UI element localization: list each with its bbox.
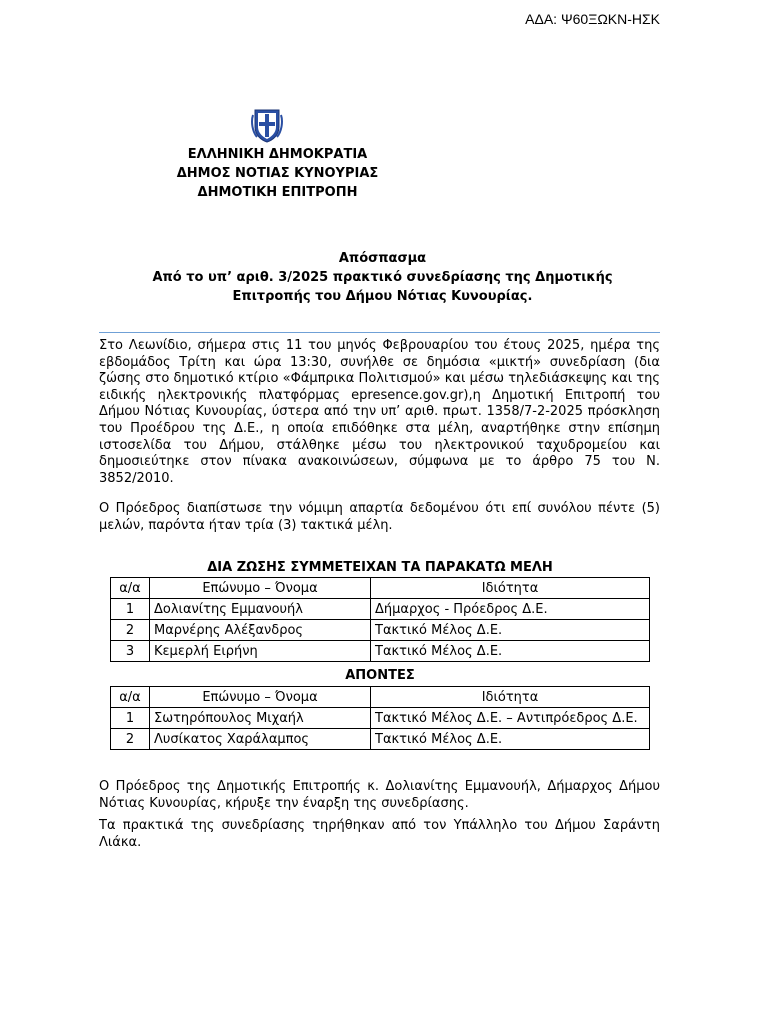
- title-line: Απόσπασμα: [338, 251, 427, 266]
- column-header: α/α: [111, 687, 150, 708]
- column-header: Ιδιότητα: [371, 578, 650, 599]
- member-name: Δολιανίτης Εμμανουήλ: [150, 599, 371, 620]
- row-number: 3: [111, 641, 150, 662]
- member-role: Τακτικό Μέλος Δ.Ε.: [371, 729, 650, 750]
- opening-paragraph: Ο Πρόεδρος της Δημοτικής Επιτροπής κ. Δολιανίτης Εμμανουήλ, Δήμαρχος Δήμου Νότιας Κυνουρίας, κήρυξε την έναρξη της συνεδρίασης.: [99, 779, 660, 811]
- header-line: ΔΗΜΟΤΙΚΗ ΕΠΙΤΡΟΠΗ: [197, 185, 358, 200]
- member-role: Τακτικό Μέλος Δ.Ε. – Αντιπρόεδρος Δ.Ε.: [371, 708, 650, 729]
- minutes-keeper-paragraph: Τα πρακτικά της συνεδρίασης τηρήθηκαν από τον Υπάλληλο του Δήμου Σαράντη Λιάκα.: [99, 818, 660, 850]
- member-name: Κεμερλή Ειρήνη: [150, 641, 371, 662]
- header-line: ΔΗΜΟΣ ΝΟΤΙΑΣ ΚΥΝΟΥΡΙΑΣ: [176, 166, 379, 181]
- table-header-row: [111, 578, 650, 599]
- issuer-header: [150, 145, 405, 202]
- header-line: ΕΛΛΗΝΙΚΗ ΔΗΜΟΚΡΑΤΙΑ: [187, 147, 368, 162]
- row-number: 2: [111, 729, 150, 750]
- member-role: Δήμαρχος - Πρόεδρος Δ.Ε.: [371, 599, 650, 620]
- column-header: Επώνυμο – Όνομα: [150, 687, 371, 708]
- member-name: Μαρνέρης Αλέξανδρος: [150, 620, 371, 641]
- table-row: [111, 641, 650, 662]
- present-members-table: [110, 577, 650, 662]
- member-role: Τακτικό Μέλος Δ.Ε.: [371, 620, 650, 641]
- quorum-paragraph: Ο Πρόεδρος διαπίστωσε την νόμιμη απαρτία δεδομένου ότι επί συνόλου πέντε (5) μελών, παρόντα ήταν τρία (3) τακτικά μέλη.: [99, 501, 660, 533]
- member-role: Τακτικό Μέλος Δ.Ε.: [371, 641, 650, 662]
- row-number: 2: [111, 620, 150, 641]
- column-header: α/α: [111, 578, 150, 599]
- greek-emblem-icon: [251, 107, 283, 143]
- table-row: [111, 620, 650, 641]
- column-header: Επώνυμο – Όνομα: [150, 578, 371, 599]
- table-row: [111, 599, 650, 620]
- divider-line: [99, 332, 660, 333]
- table-row: [111, 729, 650, 750]
- title-line: Επιτροπής του Δήμου Νότιας Κυνουρίας.: [232, 289, 533, 304]
- row-number: 1: [111, 708, 150, 729]
- row-number: 1: [111, 599, 150, 620]
- title-line: Από το υπ’ αριθ. 3/2025 πρακτικό συνεδρίασης της Δημοτικής: [152, 270, 613, 285]
- ada-code: ΑΔΑ: Ψ60ΞΩΚΝ-ΗΣΚ: [525, 11, 660, 27]
- intro-paragraph: Στο Λεωνίδιο, σήμερα στις 11 του μηνός Φεβρουαρίου του έτους 2025, ημέρα της εβδομάδος Τρίτη και ώρα 13:30, συνήλθε σε δημόσια «μικτή» συνεδρίαση (δια ζώσης στο δημοτικό κτίριο «Φάμπρικα Πολιτισμού» και μέσω τηλεδιάσκεψης και της ειδικής ηλεκτρονικής πλατφόρμας epresence.gov.gr),η Δημοτική Επιτροπή του Δήμου Νότιας Κυνουρίας, ύστερα από την υπ’ αριθ. πρωτ. 1358/7-2-2025 πρόσκληση του Προέδρου της Δ.Ε., η οποία επιδόθηκε στα μέλη, αναρτήθηκε στην επίσημη ιστοσελίδα του Δήμου, στάλθηκε μέσω του ηλεκτρονικού ταχυδρομείου και δημοσιεύτηκε στον πίνακα ανακοινώσεων, σύμφωνα με το άρθρο 75 του Ν. 3852/2010.: [99, 338, 660, 486]
- table-header-row: [111, 687, 650, 708]
- member-name: Λυσίκατος Χαράλαμπος: [150, 729, 371, 750]
- present-heading: ΔΙΑ ΖΩΣΗΣ ΣΥΜΜΕΤΕΙΧΑΝ ΤΑ ΠΑΡΑΚΑΤΩ ΜΕΛΗ: [207, 560, 553, 575]
- document-title: [110, 249, 655, 306]
- member-name: Σωτηρόπουλος Μιχαήλ: [150, 708, 371, 729]
- table-row: [111, 708, 650, 729]
- column-header: Ιδιότητα: [371, 687, 650, 708]
- absent-heading: ΑΠΟΝΤΕΣ: [345, 668, 415, 683]
- absent-members-table: [110, 686, 650, 750]
